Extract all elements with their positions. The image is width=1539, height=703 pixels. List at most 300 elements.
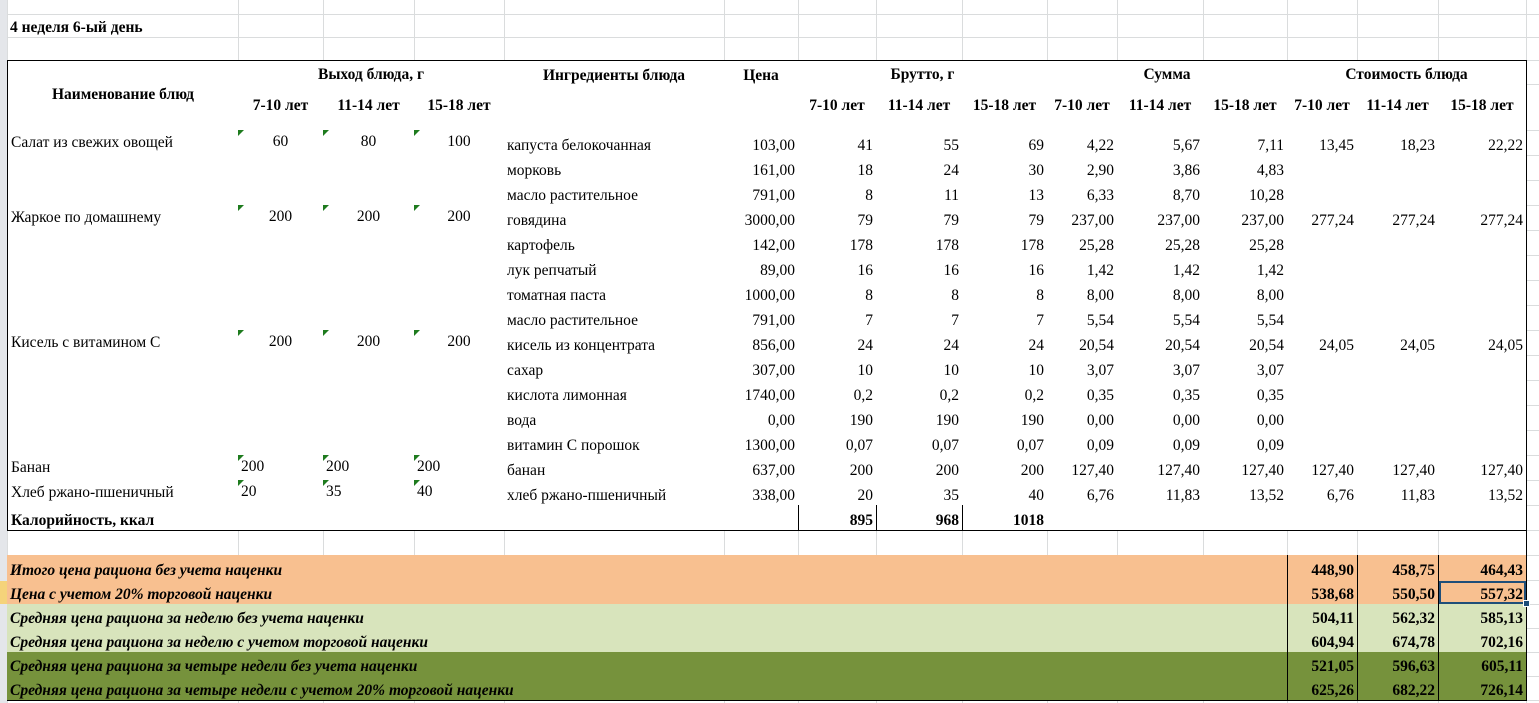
summary-value[interactable] [1357, 580, 1439, 605]
summary-value[interactable] [1357, 604, 1439, 629]
ingredient-gross[interactable] [798, 380, 877, 406]
ingredient-gross[interactable] [876, 430, 963, 456]
ingredient-sum[interactable] [1203, 455, 1288, 481]
dish-cost-blank[interactable] [1287, 355, 1527, 456]
calories-label[interactable] [7, 505, 799, 531]
dish-name-text: Банан [11, 459, 51, 476]
dish-yield-text: 20 [241, 483, 257, 500]
header-yield-age[interactable] [323, 84, 415, 131]
calories-value-text: 895 [849, 511, 873, 529]
dish-yield-text: 200 [241, 458, 265, 475]
ingredient-sum[interactable] [1047, 255, 1118, 281]
ingredient-price-text: 103,00 [752, 136, 795, 154]
ingredient-gross[interactable] [962, 130, 1048, 156]
ingredient-price[interactable] [724, 255, 799, 281]
dish-cost-text: 11,83 [1400, 486, 1435, 504]
dish-cost-text: 127,40 [1311, 461, 1354, 479]
header-sum-age[interactable] [1203, 84, 1288, 131]
ingredient-sum-text: 5,67 [1172, 136, 1200, 154]
dish-cost[interactable] [1287, 205, 1358, 231]
dish-cost-text: 22,22 [1488, 136, 1523, 154]
ingredient-sum[interactable] [1047, 455, 1118, 481]
ingredient-gross-text: 24 [857, 336, 873, 354]
header-ingredients[interactable] [504, 60, 725, 85]
header-cost-age-text: 7-10 лет [1294, 96, 1350, 114]
dish-cost[interactable] [1357, 130, 1439, 156]
ingredient-sum[interactable] [1203, 180, 1288, 206]
ingredient-sum[interactable] [1117, 230, 1204, 256]
header-yield-age-text: 15-18 лет [427, 97, 491, 115]
dish-cost[interactable] [1438, 330, 1527, 356]
ingredient-gross-text: 11 [944, 186, 959, 204]
summary-value-text: 682,22 [1392, 681, 1435, 699]
ingredient-gross[interactable] [962, 430, 1048, 456]
ingredient-sum[interactable] [1203, 430, 1288, 456]
summary-label-text: Средняя цена рациона за неделю с учетом торговой наценки [10, 633, 428, 651]
dish-yield[interactable] [238, 480, 324, 506]
ingredient-price[interactable] [724, 205, 799, 231]
ingredient-sum[interactable] [1117, 155, 1204, 181]
ingredient-sum[interactable] [1047, 180, 1118, 206]
dish-cost[interactable] [1438, 455, 1527, 481]
ingredient-sum[interactable] [1047, 230, 1118, 256]
calories-value[interactable] [798, 505, 877, 531]
ingredient-sum-text: 237,00 [1071, 211, 1114, 229]
ingredient-gross[interactable] [962, 230, 1048, 256]
dish-cost[interactable] [1357, 480, 1439, 506]
ingredient-gross[interactable] [798, 255, 877, 281]
ingredient-price[interactable] [724, 430, 799, 456]
ingredient-sum[interactable] [1117, 480, 1204, 506]
ingredient-sum[interactable] [1117, 355, 1204, 381]
ingredient-price[interactable] [724, 130, 799, 156]
ingredient-sum[interactable] [1203, 355, 1288, 381]
selected-row-header[interactable] [0, 581, 7, 604]
ingredient-gross[interactable] [876, 405, 963, 431]
header-sum[interactable] [1047, 60, 1288, 85]
dish-yield[interactable] [414, 480, 505, 506]
summary-value[interactable] [1287, 676, 1358, 701]
dish-cost-blank[interactable] [1287, 155, 1527, 206]
ingredient-gross[interactable] [962, 455, 1048, 481]
ingredient-gross[interactable] [876, 280, 963, 306]
ingredient-sum-text: 6,76 [1086, 486, 1114, 504]
dish-yield[interactable] [323, 480, 415, 506]
dish-cost[interactable] [1287, 330, 1358, 356]
ingredient-sum-text: 237,00 [1157, 211, 1200, 229]
ingredient-gross[interactable] [962, 480, 1048, 506]
ingredient-price[interactable] [724, 280, 799, 306]
ingredient-sum[interactable] [1117, 455, 1204, 481]
summary-value[interactable] [1357, 628, 1439, 653]
dish-cost[interactable] [1287, 130, 1358, 156]
ingredient-gross[interactable] [798, 230, 877, 256]
ingredient-sum[interactable] [1203, 480, 1288, 506]
selected-cell[interactable] [1438, 580, 1527, 605]
dish-yield[interactable] [414, 130, 505, 206]
calories-label-text: Калорийность, ккал [11, 511, 155, 529]
dish-yield[interactable] [238, 130, 324, 206]
summary-value[interactable] [1287, 652, 1358, 677]
header-cost-age[interactable] [1357, 84, 1439, 131]
ingredient-gross[interactable] [798, 355, 877, 381]
ingredient-gross[interactable] [962, 180, 1048, 206]
dish-cost-text: 13,45 [1319, 136, 1354, 154]
ingredient-sum-text: 127,40 [1071, 461, 1114, 479]
dish-cost[interactable] [1357, 455, 1439, 481]
ingredient-gross-text: 190 [849, 411, 873, 429]
ingredient-gross[interactable] [962, 305, 1048, 331]
header-dish-cost[interactable] [1287, 60, 1527, 85]
ingredient-gross[interactable] [962, 405, 1048, 431]
dish-yield[interactable] [414, 205, 505, 331]
header-yield-text: Выход блюда, г [317, 65, 425, 83]
ingredient-price-text: 1300,00 [744, 436, 795, 454]
ingredient-sum[interactable] [1047, 205, 1118, 231]
dish-cost-text: 127,40 [1392, 461, 1435, 479]
ingredient-sum[interactable] [1047, 330, 1118, 356]
ingredient-sum[interactable] [1203, 280, 1288, 306]
ingredient-sum-text: 0,00 [1256, 411, 1284, 429]
ingredient-gross[interactable] [798, 155, 877, 181]
ingredient-sum[interactable] [1117, 330, 1204, 356]
ingredient-sum[interactable] [1117, 255, 1204, 281]
calories-value[interactable] [876, 505, 963, 531]
ingredient-gross[interactable] [876, 230, 963, 256]
ingredient-name[interactable] [504, 180, 725, 206]
ingredient-gross[interactable] [876, 155, 963, 181]
dish-cost[interactable] [1438, 205, 1527, 231]
header-price[interactable] [724, 60, 799, 85]
dish-cost-text: 277,24 [1392, 211, 1435, 229]
dish-name[interactable] [7, 330, 239, 456]
ingredient-sum[interactable] [1117, 130, 1204, 156]
ingredient-price[interactable] [724, 230, 799, 256]
header-gross-age[interactable] [962, 84, 1048, 131]
ingredient-gross[interactable] [798, 480, 877, 506]
ingredient-gross-text: 0,2 [939, 386, 959, 404]
header-gross[interactable] [798, 60, 1048, 85]
ingredient-name[interactable] [504, 455, 725, 481]
ingredient-price[interactable] [724, 455, 799, 481]
ingredient-price[interactable] [724, 155, 799, 181]
summary-value[interactable] [1357, 555, 1439, 581]
ingredient-sum[interactable] [1047, 305, 1118, 331]
ingredient-price[interactable] [724, 405, 799, 431]
ingredient-price-text: 3000,00 [744, 211, 795, 229]
ingredient-gross-text: 41 [857, 136, 873, 154]
ingredient-gross[interactable] [962, 380, 1048, 406]
ingredient-sum[interactable] [1203, 230, 1288, 256]
header-sum-age[interactable] [1117, 84, 1204, 131]
ingredient-sum[interactable] [1203, 380, 1288, 406]
header-sum-age[interactable] [1047, 84, 1118, 131]
ingredient-gross[interactable] [798, 405, 877, 431]
ingredient-sum[interactable] [1047, 480, 1118, 506]
dish-cost[interactable] [1357, 330, 1439, 356]
ingredient-price[interactable] [724, 480, 799, 506]
ingredient-sum[interactable] [1047, 405, 1118, 431]
ingredient-sum[interactable] [1203, 330, 1288, 356]
gridline [7, 14, 1539, 15]
dish-cost-text: 24,05 [1488, 336, 1523, 354]
ingredient-sum[interactable] [1047, 130, 1118, 156]
ingredient-price[interactable] [724, 355, 799, 381]
ingredient-gross[interactable] [798, 205, 877, 231]
ingredient-price-text: 791,00 [752, 186, 795, 204]
ingredient-name[interactable] [504, 155, 725, 181]
summary-value-text: 674,78 [1392, 633, 1435, 651]
ingredient-gross-text: 0,2 [1024, 386, 1044, 404]
ingredient-price-text: 856,00 [752, 336, 795, 354]
header-cost-age-text: 11-14 лет [1366, 97, 1429, 115]
ingredient-sum[interactable] [1047, 430, 1118, 456]
summary-value-text: 448,90 [1311, 561, 1354, 579]
dish-yield[interactable] [238, 455, 324, 481]
dish-yield-text: 200 [356, 208, 381, 225]
dish-yield[interactable] [323, 130, 415, 206]
ingredient-price-text: 637,00 [752, 461, 795, 479]
summary-label[interactable] [7, 652, 1288, 677]
dish-cost-blank[interactable] [1287, 230, 1527, 331]
ingredient-price-text: 89,00 [760, 261, 795, 279]
ingredient-name-text: сахар [507, 361, 544, 379]
ingredient-sum[interactable] [1047, 280, 1118, 306]
ingredient-name[interactable] [504, 305, 725, 331]
ingredient-sum-text: 2,90 [1086, 161, 1114, 179]
ingredient-sum[interactable] [1047, 355, 1118, 381]
ingredient-sum[interactable] [1117, 405, 1204, 431]
ingredient-price[interactable] [724, 180, 799, 206]
header-cost-age[interactable] [1438, 84, 1527, 131]
ingredient-sum[interactable] [1117, 430, 1204, 456]
ingredient-sum[interactable] [1203, 255, 1288, 281]
summary-value[interactable] [1438, 604, 1527, 629]
fill-handle[interactable] [1523, 600, 1530, 607]
ingredient-sum-text: 237,00 [1241, 211, 1284, 229]
calories-value-text: 968 [935, 511, 959, 529]
ingredient-sum-text: 0,35 [1086, 386, 1114, 404]
dish-cost[interactable] [1357, 205, 1439, 231]
ingredient-sum[interactable] [1203, 205, 1288, 231]
header-price-sub[interactable] [724, 84, 799, 131]
dish-cost[interactable] [1287, 455, 1358, 481]
ingredient-gross-text: 13 [1028, 186, 1044, 204]
ingredient-sum-text: 0,35 [1256, 386, 1284, 404]
dish-cost[interactable] [1287, 480, 1358, 506]
ingredient-gross[interactable] [962, 280, 1048, 306]
header-ingredients-sub[interactable] [504, 84, 725, 131]
summary-value[interactable] [1287, 604, 1358, 629]
ingredient-sum-text: 127,40 [1241, 461, 1284, 479]
ingredient-name[interactable] [504, 330, 725, 356]
header-sum-age-text: 7-10 лет [1054, 96, 1110, 114]
ingredient-name[interactable] [504, 130, 725, 156]
ingredient-gross[interactable] [876, 305, 963, 331]
ingredient-gross[interactable] [962, 155, 1048, 181]
ingredient-gross[interactable] [876, 180, 963, 206]
ingredient-gross-text: 30 [1028, 161, 1044, 179]
ingredient-gross[interactable] [798, 280, 877, 306]
ingredient-sum[interactable] [1117, 205, 1204, 231]
summary-value[interactable] [1287, 628, 1358, 653]
calories-value[interactable] [962, 505, 1048, 531]
ingredient-sum-text: 8,00 [1256, 286, 1284, 304]
ingredient-name-text: масло растительное [507, 311, 638, 329]
header-yield-age[interactable] [414, 84, 505, 131]
header-sum-age-text: 11-14 лет [1128, 97, 1192, 115]
summary-value[interactable] [1287, 555, 1358, 581]
summary-value[interactable] [1438, 652, 1527, 677]
ingredient-gross[interactable] [876, 380, 963, 406]
dish-yield-text: 35 [326, 483, 342, 500]
dish-yield[interactable] [238, 330, 324, 456]
dish-yield-text: 200 [268, 208, 293, 225]
ingredient-gross[interactable] [962, 205, 1048, 231]
spreadsheet-grid[interactable] [7, 0, 1539, 703]
ingredient-name-text: хлеб ржано-пшеничный [507, 486, 667, 504]
ingredient-price-text: 0,00 [767, 411, 795, 429]
ingredient-gross[interactable] [876, 330, 963, 356]
dish-yield-text: 200 [326, 458, 350, 475]
dish-yield[interactable] [414, 455, 505, 481]
ingredient-name[interactable] [504, 230, 725, 256]
ingredient-gross[interactable] [876, 455, 963, 481]
dish-yield[interactable] [414, 330, 505, 456]
ingredient-gross-text: 200 [1020, 461, 1044, 479]
summary-value-text: 550,50 [1392, 585, 1435, 603]
ingredient-name[interactable] [504, 480, 725, 506]
summary-label[interactable] [7, 628, 1288, 653]
summary-value[interactable] [1438, 676, 1527, 701]
ingredient-price[interactable] [724, 380, 799, 406]
ingredient-sum-text: 3,07 [1256, 361, 1284, 379]
ingredient-gross[interactable] [962, 330, 1048, 356]
ingredient-name[interactable] [504, 380, 725, 406]
ingredient-gross[interactable] [876, 480, 963, 506]
ingredient-price[interactable] [724, 305, 799, 331]
summary-value-text: 625,26 [1311, 681, 1354, 699]
ingredient-sum-text: 0,35 [1172, 386, 1200, 404]
ingredient-sum[interactable] [1117, 380, 1204, 406]
header-cost-age[interactable] [1287, 84, 1358, 131]
ingredient-sum[interactable] [1203, 405, 1288, 431]
ingredient-sum-text: 0,09 [1256, 436, 1284, 454]
ingredient-gross-text: 24 [1028, 336, 1044, 354]
header-yield[interactable] [238, 60, 505, 85]
ingredient-gross[interactable] [962, 355, 1048, 381]
dish-cost-text: 18,23 [1400, 136, 1435, 154]
header-gross-age[interactable] [876, 84, 963, 131]
header-yield-age[interactable] [238, 84, 324, 131]
summary-value[interactable] [1357, 676, 1439, 701]
dish-yield[interactable] [323, 205, 415, 331]
summary-value[interactable] [1357, 652, 1439, 677]
blank-row[interactable] [7, 530, 1527, 556]
summary-label[interactable] [7, 676, 1288, 701]
header-gross-age[interactable] [798, 84, 877, 131]
dish-name[interactable] [7, 480, 239, 506]
ingredient-gross-text: 0,07 [1016, 436, 1044, 454]
header-dish-cost-text: Стоимость блюда [1345, 65, 1468, 83]
ingredient-gross[interactable] [798, 430, 877, 456]
ingredient-name[interactable] [504, 405, 725, 431]
summary-label-text: Цена с учетом 20% торговой наценки [10, 585, 273, 603]
ingredient-gross-text: 24 [943, 161, 959, 179]
ingredient-gross[interactable] [798, 305, 877, 331]
dish-name[interactable] [7, 205, 239, 331]
ingredient-sum[interactable] [1203, 155, 1288, 181]
ingredient-sum-text: 10,28 [1249, 186, 1284, 204]
ingredient-sum[interactable] [1203, 130, 1288, 156]
ingredient-sum[interactable] [1117, 180, 1204, 206]
ingredient-gross-text: 8 [951, 286, 959, 304]
header-dish-name[interactable] [7, 60, 239, 131]
header-gross-text: Брутто, г [890, 65, 955, 83]
ingredient-gross-text: 7 [1036, 311, 1044, 329]
summary-value[interactable] [1287, 580, 1358, 605]
ingredient-sum[interactable] [1117, 305, 1204, 331]
summary-label[interactable] [7, 604, 1288, 629]
ingredient-gross[interactable] [798, 455, 877, 481]
ingredient-price-text: 1740,00 [744, 386, 795, 404]
summary-value[interactable] [1438, 555, 1527, 581]
calories-blank[interactable] [1047, 505, 1527, 531]
ingredient-gross[interactable] [876, 130, 963, 156]
header-dish-name-text: Наименование блюд [51, 85, 195, 103]
ingredient-sum-text: 5,54 [1086, 311, 1114, 329]
summary-label[interactable] [7, 580, 1288, 605]
dish-cost[interactable] [1438, 130, 1527, 156]
ingredient-gross[interactable] [798, 180, 877, 206]
dish-cost[interactable] [1438, 480, 1527, 506]
ingredient-sum[interactable] [1047, 155, 1118, 181]
ingredient-sum[interactable] [1203, 305, 1288, 331]
ingredient-gross[interactable] [962, 255, 1048, 281]
ingredient-gross[interactable] [876, 205, 963, 231]
ingredient-gross[interactable] [798, 330, 877, 356]
dish-name-text: Хлеб ржано-пшеничный [11, 484, 174, 501]
dish-yield[interactable] [323, 455, 415, 481]
dish-yield[interactable] [238, 205, 324, 331]
dish-name[interactable] [7, 130, 239, 206]
ingredient-sum[interactable] [1047, 380, 1118, 406]
dish-name[interactable] [7, 455, 239, 481]
ingredient-name[interactable] [504, 280, 725, 306]
summary-label[interactable] [7, 555, 1288, 581]
summary-value[interactable] [1438, 628, 1527, 653]
ingredient-gross[interactable] [798, 130, 877, 156]
ingredient-name[interactable] [504, 205, 725, 231]
summary-label-text: Средняя цена рациона за четыре недели с учетом 20% торговой наценки [10, 681, 514, 699]
ingredient-name[interactable] [504, 255, 725, 281]
ingredient-sum-text: 8,00 [1172, 286, 1200, 304]
dish-yield[interactable] [323, 330, 415, 456]
ingredient-price[interactable] [724, 330, 799, 356]
ingredient-gross-text: 178 [849, 236, 873, 254]
ingredient-name[interactable] [504, 355, 725, 381]
ingredient-name[interactable] [504, 430, 725, 456]
summary-label-text: Итого цена рациона без учета наценки [10, 561, 283, 579]
ingredient-gross-text: 0,07 [845, 436, 873, 454]
ingredient-gross[interactable] [876, 355, 963, 381]
ingredient-name-text: банан [507, 461, 546, 479]
ingredient-gross[interactable] [876, 255, 963, 281]
ingredient-sum[interactable] [1117, 280, 1204, 306]
dish-yield-text: 200 [417, 458, 441, 475]
ingredient-gross-text: 10 [857, 361, 873, 379]
ingredient-name-text: капуста белокочанная [507, 136, 652, 154]
